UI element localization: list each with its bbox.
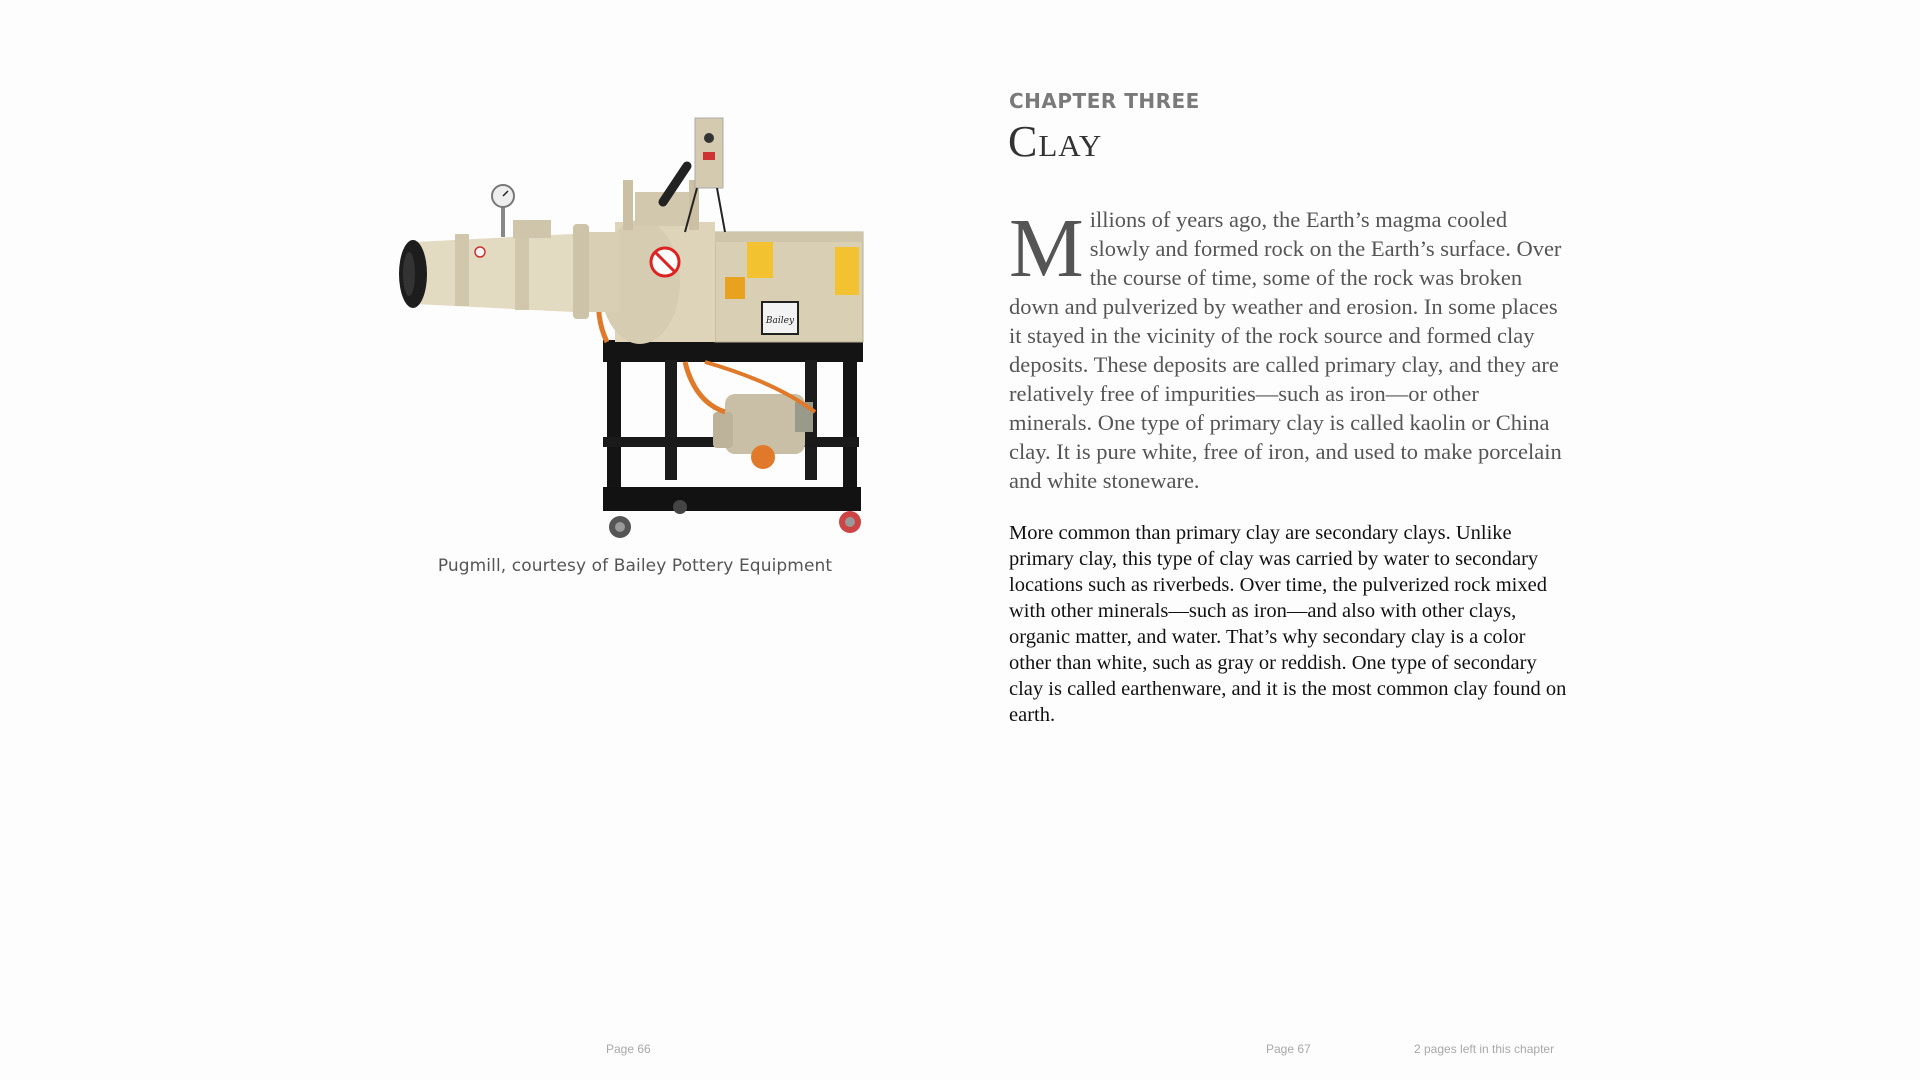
figure-caption: Pugmill, courtesy of Bailey Pottery Equipment: [437, 556, 833, 576]
page-number-left: Page 66: [606, 1042, 651, 1056]
drop-cap: M: [1009, 202, 1084, 295]
pugmill-image: [395, 112, 875, 542]
page-number-right: Page 67: [1266, 1042, 1311, 1056]
body-paragraph-2: More common than primary clay are secondary clays. Unlike primary clay, this type of clay was carried by water to secondary locations such as riverbeds. Over time, the pulverized rock mixed with other minerals—such as iron—and also with other clays, organic matter, and water. That’s why secondary clay is a color other than white, such as gray or reddish. One type of secondary clay is called earthenware, and it is the most common clay found on earth.: [1009, 522, 1567, 726]
svg-text:Bailey: Bailey: [765, 316, 795, 326]
pages-left-in-chapter: 2 pages left in this chapter: [1414, 1042, 1555, 1056]
paragraph-1-text: illions of years ago, the Earth’s magma cooled slowly and formed rock on the Earth’s surface. Over the course of time, some of the rock was broken down and pulverized by weather and erosion. In some places it stayed in the vicinity of the rock source and formed clay deposits. These deposits are called primary clay, and they are relatively free of impurities—such as iron—or other minerals. One type of primary clay is called kaolin or China clay. It is pure white, free of iron, and used to make porcelain and white stoneware.: [1009, 207, 1562, 493]
chapter-title: Clay: [1008, 117, 1103, 166]
chapter-label: CHAPTER THREE: [1009, 89, 1200, 113]
body-paragraph-1: [1009, 202, 1567, 495]
